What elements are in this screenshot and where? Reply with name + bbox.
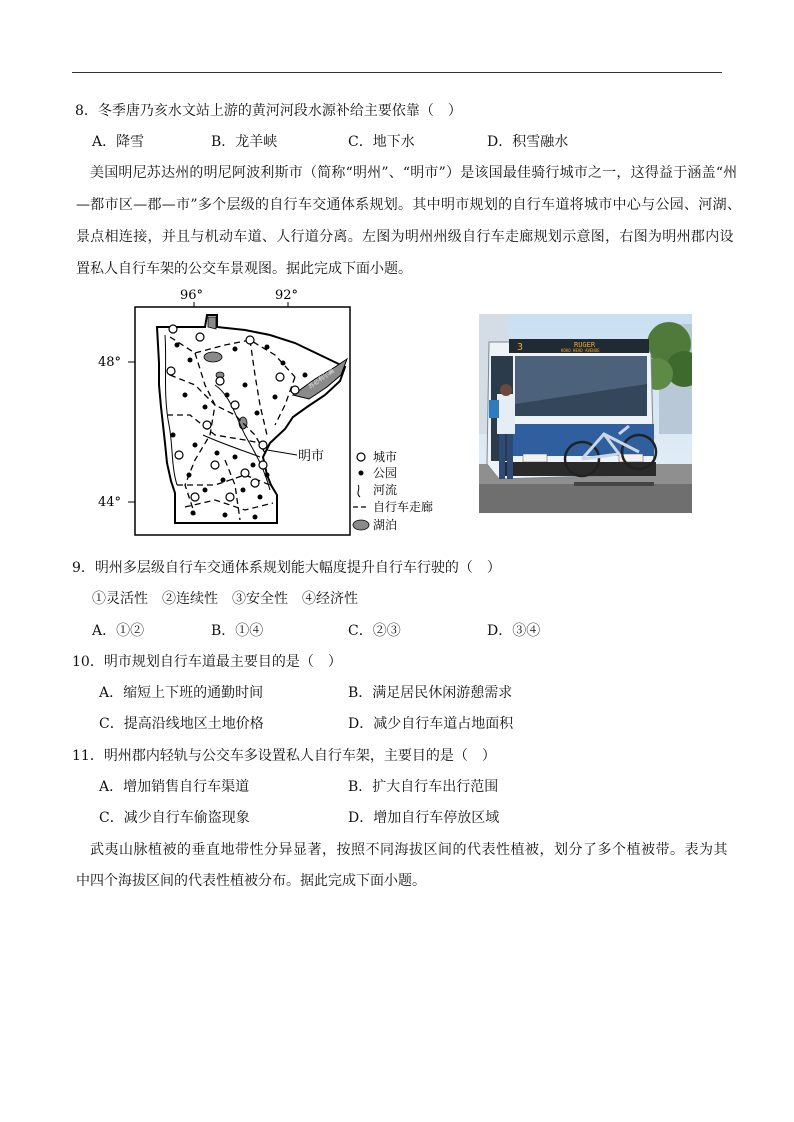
lake-superior-label: 苏必利尔湖 [307,367,336,391]
legend-river: 河流 [373,483,398,497]
legend-park: 公园 [373,466,398,480]
bus-route-sub: KOKO HEAD AVENUE [561,348,600,353]
lake-icon [204,352,222,362]
passage-line: 景点相连接，并且与机动车道、人行道分离。左图为明州州级自行车走廊规划示意图，右图为明州郡内设 [76,229,734,245]
q11-option-d: D．增加自行车停放区域 [348,810,500,826]
lake-icon [208,317,216,329]
q8-option-d: D．积雪融水 [487,134,569,150]
q10-option-d: D．减少自行车道占地面积 [348,716,514,732]
bus-route-name: RUGER [574,341,596,349]
q9-stem: 9．明州多层级自行车交通体系规划能大幅度提升自行车行驶的（ ） [72,560,501,576]
bus-route-number: 3 [517,342,524,353]
legend-river-icon [358,485,360,497]
q8-option-b: B．龙羊峡 [211,134,278,150]
legend-city-icon [357,453,365,461]
passage-line: 武夷山脉植被的垂直地带性分异显著，按照不同海拔区间的代表性植被，划分了多个植被带。表为其 [90,842,728,858]
lon-label-92: 92° [275,288,299,303]
city-label-minneapolis: 明市 [298,449,325,464]
q9-option-b: B．①④ [211,623,264,639]
bus-scene [479,314,692,513]
q9-option-c: C．②③ [348,623,401,639]
passage-line: 美国明尼苏达州的明尼阿波利斯市（简称“明州”、“明市”）是该国最佳骑行城市之一，这得益于涵盖“州 [90,165,738,181]
q11-option-a: A．增加销售自行车渠道 [99,779,250,795]
q9-option-d: D．③④ [487,623,541,639]
lat-label-44: 44° [98,495,122,510]
legend-park-icon [359,471,364,476]
bike-corridor-map [95,285,455,545]
q9-option-a: A．①② [92,623,145,639]
q8-stem: 8．冬季唐乃亥水文站上游的黄河河段水源补给主要依靠（ ） [75,103,462,119]
header-rule [72,72,722,73]
q8-option-c: C．地下水 [348,134,415,150]
map-legend [353,450,433,532]
lon-label-96: 96° [180,288,204,303]
passage-minnesota [76,163,742,279]
q10-stem: 10．明市规划自行车道最主要目的是（ ） [72,654,342,670]
q9-items: ①灵活性 ②连续性 ③安全性 ④经济性 [92,591,358,607]
q10-option-c: C．提高沿线地区土地价格 [99,716,264,732]
q11-option-c: C．减少自行车偷盗现象 [99,810,250,826]
bus-bike-rack-photo [479,314,692,513]
q10-option-b: B．满足居民休闲游憩需求 [348,685,513,701]
passage-wuyi [76,840,726,891]
lat-label-48: 48° [98,355,122,370]
lake-icon [239,417,247,429]
q10-option-a: A．缩短上下班的通勤时间 [99,685,264,701]
passage-line: 置私人自行车架的公交车景观图。据此完成下面小题。 [76,261,412,277]
legend-corridor: 自行车走廊 [373,500,434,514]
passage-line: —都市区—郡—市”多个层级的自行车交通体系规划。其中明市规划的自行车道将城市中心与公园、河湖、 [76,197,742,213]
q11-option-b: B．扩大自行车出行范围 [348,779,499,795]
passage-line: 中四个海拔区间的代表性植被分布。据此完成下面小题。 [76,873,426,889]
legend-city: 城市 [373,450,398,464]
q11-stem: 11．明州郡内轻轨与公交车多设置私人自行车架，主要目的是（ ） [72,748,496,764]
legend-lake-icon [353,520,369,530]
q8-option-a: A．降雪 [92,134,145,150]
legend-lake: 湖泊 [373,518,398,532]
